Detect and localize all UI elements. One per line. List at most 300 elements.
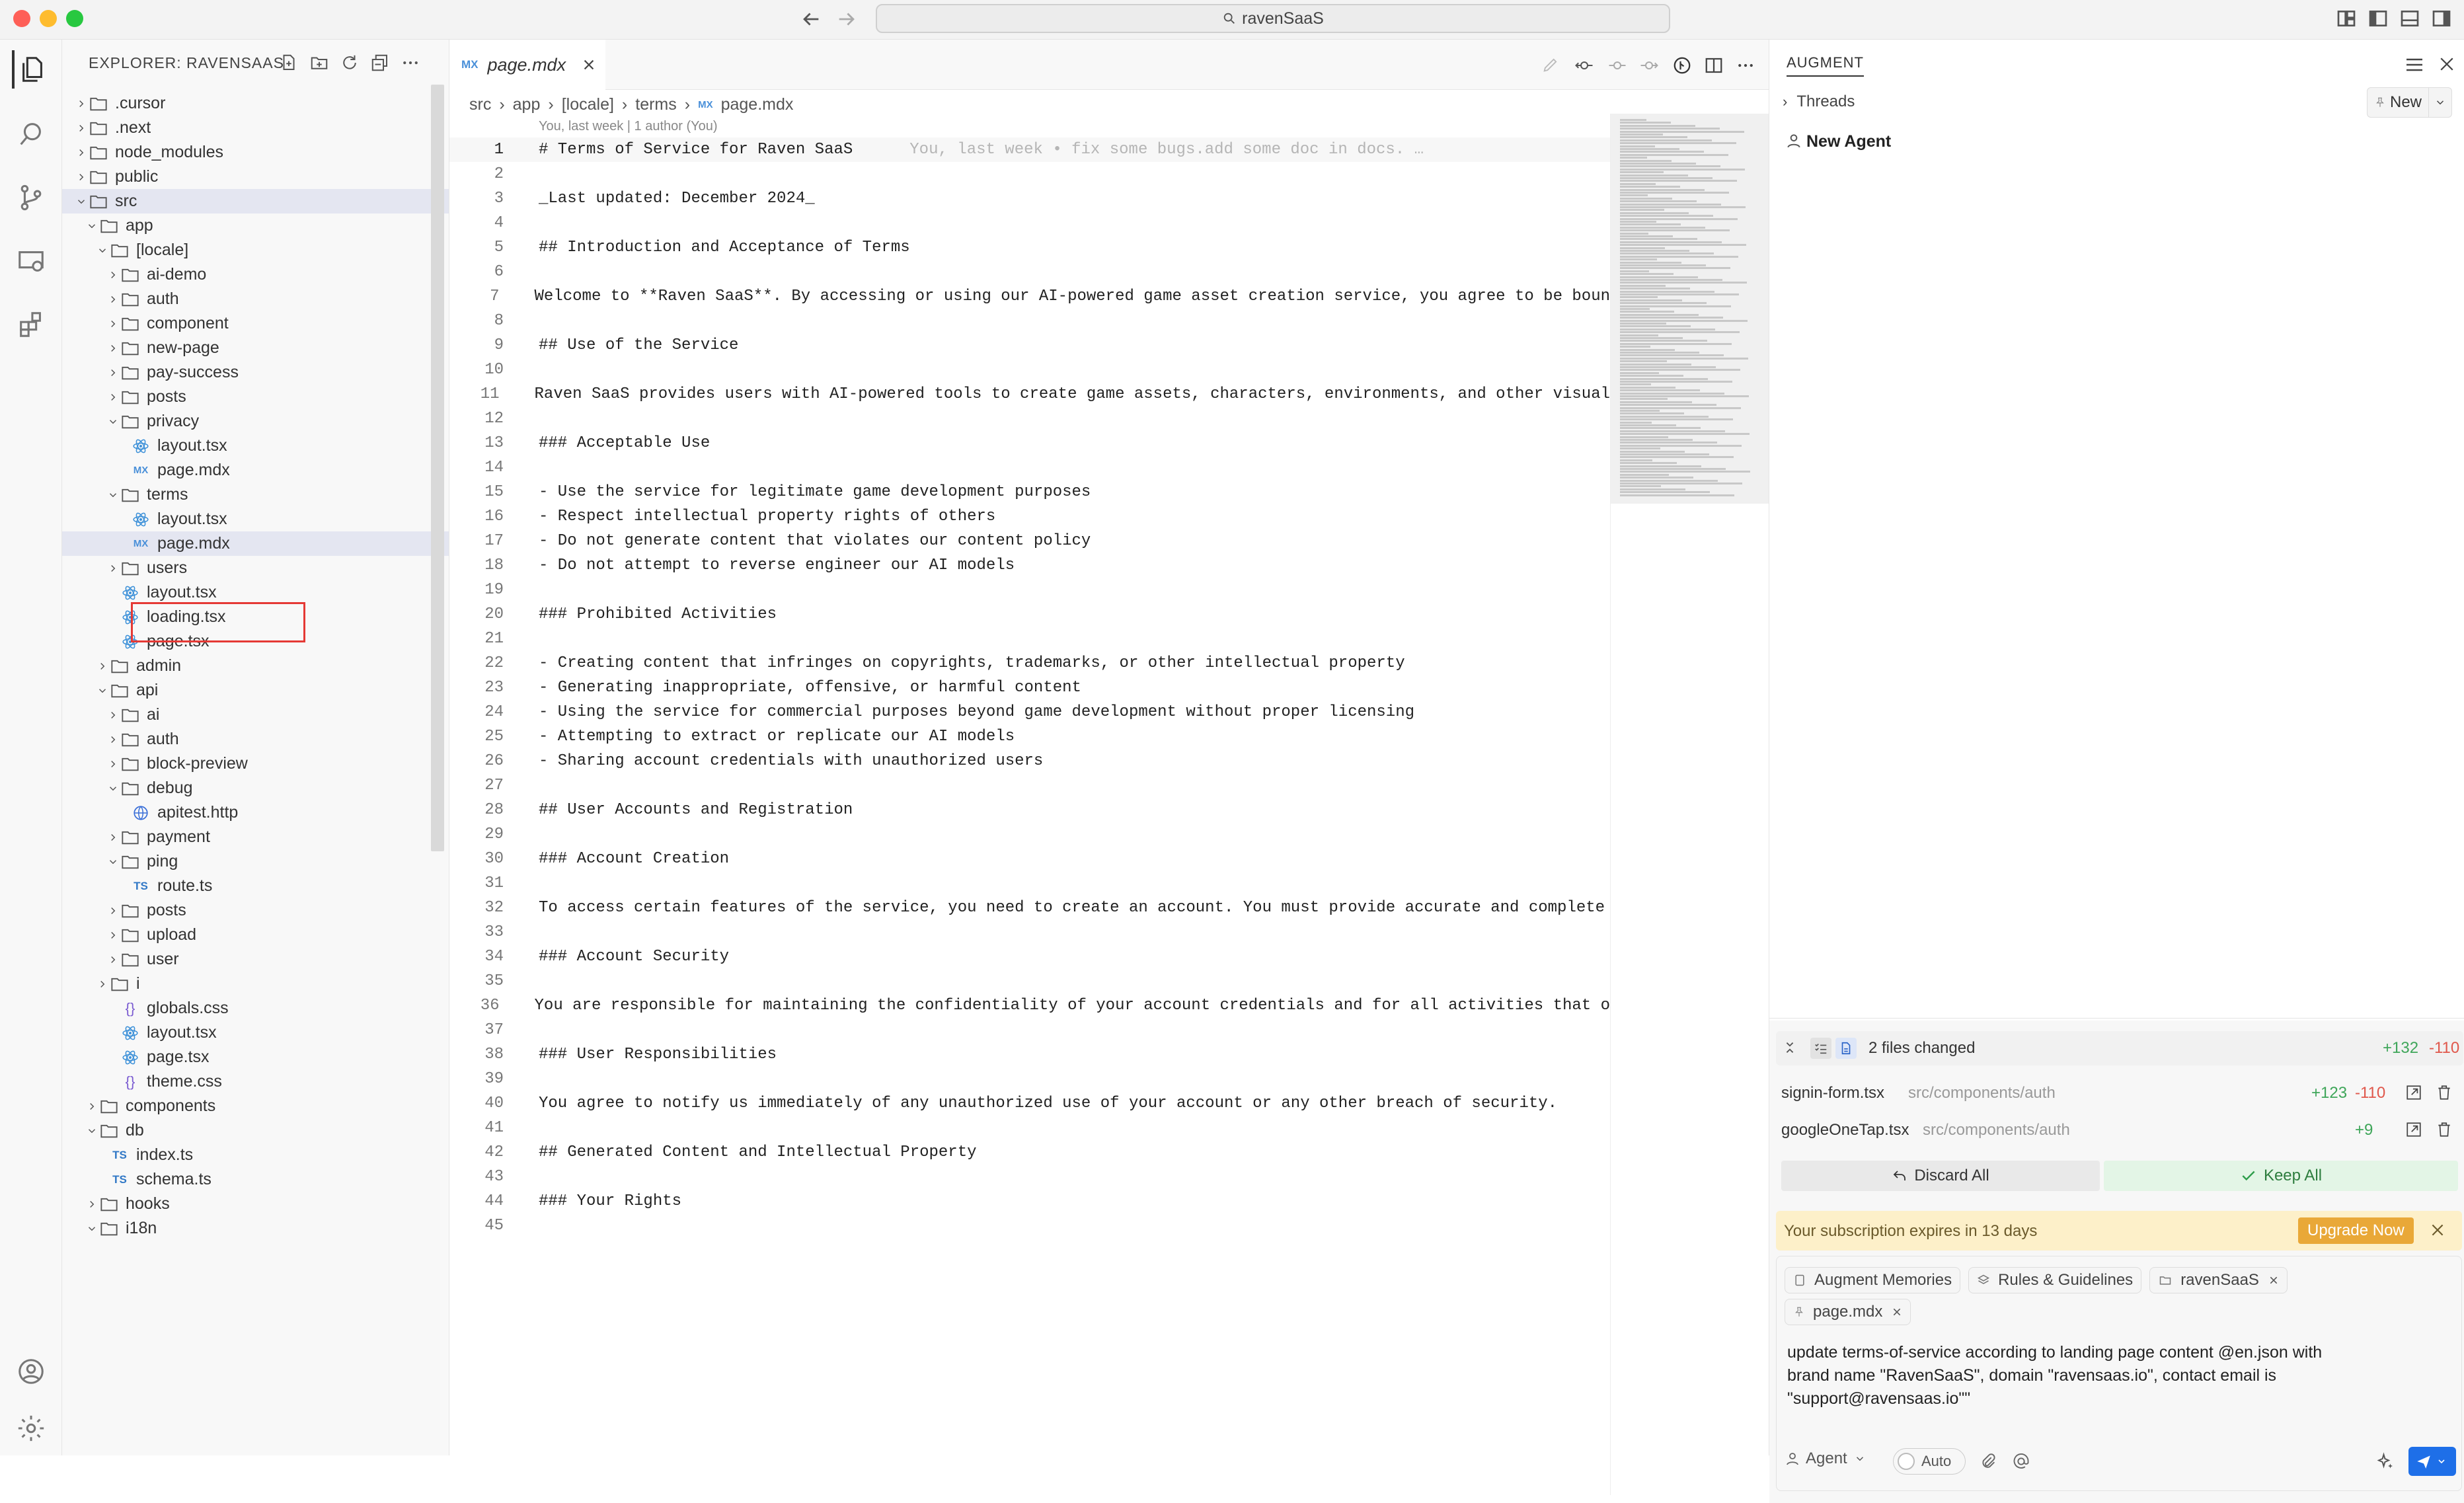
augment-tab[interactable]: AUGMENT: [1787, 54, 1864, 77]
code-line[interactable]: [449, 553, 1610, 578]
tree-folder-item[interactable]: [62, 972, 449, 996]
code-text: _Last updated: December 2024_: [539, 190, 815, 208]
command-center-search[interactable]: [876, 4, 1670, 33]
tree-item-label: schema.ts: [136, 1170, 212, 1188]
folder-icon: [120, 732, 140, 748]
tree-file-item[interactable]: [62, 1069, 449, 1094]
chevron-right-icon[interactable]: [85, 1100, 99, 1112]
minimap-line: [1620, 194, 1648, 196]
code-line[interactable]: [449, 1140, 1610, 1165]
remote-explorer-icon[interactable]: [12, 242, 50, 280]
keep-all-button[interactable]: [2104, 1161, 2458, 1191]
chevron-right-icon[interactable]: [106, 318, 120, 330]
code-line[interactable]: [449, 773, 1610, 798]
minimap-line: [1620, 256, 1738, 258]
chevron-right-icon[interactable]: [106, 269, 120, 281]
code-line[interactable]: [449, 455, 1610, 480]
tree-folder-item[interactable]: [62, 923, 449, 947]
minimap-line: [1620, 418, 1733, 420]
tree-file-item[interactable]: [62, 996, 449, 1021]
tree-folder-item[interactable]: [62, 849, 449, 874]
tree-file-item[interactable]: [62, 458, 449, 482]
tree-item-label: layout.tsx: [157, 436, 227, 455]
code-line[interactable]: [449, 871, 1610, 896]
toggle-primary-sidebar-icon[interactable]: [2368, 8, 2389, 29]
code-line[interactable]: [449, 749, 1610, 773]
line-number: 38: [484, 1046, 504, 1063]
code-text: You are responsible for maintaining the confidentiality of your account credentials and for all activities that o: [534, 997, 1610, 1015]
upgrade-now-button[interactable]: Upgrade Now: [2298, 1217, 2414, 1244]
folder-icon: [120, 340, 140, 356]
minimap-line: [1620, 299, 1682, 301]
toggle-panel-icon[interactable]: [2399, 8, 2420, 29]
code-line[interactable]: [449, 920, 1610, 944]
line-number: 15: [484, 483, 504, 501]
minimap-line: [1620, 122, 1671, 124]
folder-icon: [99, 1196, 119, 1212]
minimap-line: [1620, 308, 1650, 310]
code-text: You agree to notify us immediately of any unauthorized use of your account or any other breach of security.: [539, 1095, 1558, 1112]
minimap-line: [1620, 354, 1724, 356]
minimap-line: [1620, 439, 1693, 441]
tree-item-label: .next: [115, 118, 151, 137]
tree-file-item[interactable]: [62, 1167, 449, 1192]
close-window-button[interactable]: [13, 10, 30, 27]
tree-folder-item[interactable]: [62, 1094, 449, 1118]
code-line[interactable]: [449, 406, 1610, 431]
line-number: 3: [494, 190, 504, 208]
tree-folder-item[interactable]: [62, 360, 449, 385]
minimap-line: [1620, 412, 1684, 414]
tree-folder-item[interactable]: [62, 311, 449, 336]
tree-item-label: i: [136, 974, 140, 993]
tree-folder-item[interactable]: [62, 409, 449, 434]
minimap-line: [1620, 229, 1730, 231]
tree-file-item[interactable]: [62, 507, 449, 531]
chevron-right-icon[interactable]: [74, 147, 89, 159]
code-text: Welcome to **Raven SaaS**. By accessing or using our AI-powered game asset creation service, you agree to be boun: [534, 288, 1610, 305]
new-thread-button[interactable]: [2367, 87, 2452, 118]
code-line[interactable]: [449, 284, 1610, 309]
folder-icon: [89, 194, 108, 210]
react-icon: [131, 438, 151, 455]
code-line[interactable]: [449, 1067, 1610, 1091]
code-line[interactable]: [449, 358, 1610, 382]
chevron-right-icon[interactable]: [106, 954, 120, 966]
tree-folder-item[interactable]: [62, 262, 449, 287]
discard-all-button[interactable]: [1781, 1161, 2100, 1191]
code-line[interactable]: [449, 1214, 1610, 1238]
code-line[interactable]: [449, 309, 1610, 333]
line-number: 44: [484, 1192, 504, 1210]
minimap-line: [1620, 468, 1726, 470]
code-line[interactable]: [449, 1018, 1610, 1042]
folder-icon: [120, 560, 140, 576]
menu-icon[interactable]: [2404, 54, 2425, 75]
mention-icon[interactable]: [2012, 1452, 2030, 1471]
prompt-input[interactable]: update terms-of-service according to landing page content @en.json with brand name "RavenSaaS", domain "ravensaas.io", contact email is "support@ravensaas.io"": [1787, 1343, 2323, 1408]
collapse-all-icon[interactable]: [370, 53, 390, 73]
code-line[interactable]: [449, 847, 1610, 871]
user-icon: [1785, 1451, 1800, 1467]
chevron-right-icon[interactable]: [106, 293, 120, 305]
code-line[interactable]: [449, 896, 1610, 920]
code-line[interactable]: [449, 675, 1610, 700]
code-line[interactable]: [449, 211, 1610, 235]
forward-arrow-icon[interactable]: [835, 8, 858, 30]
minimap-line: [1620, 157, 1647, 159]
chevron-down-icon[interactable]: [85, 220, 99, 232]
folder-icon: [120, 756, 140, 772]
customize-layout-icon[interactable]: [2336, 8, 2357, 29]
minimap-line: [1620, 451, 1685, 453]
line-number: 5: [494, 239, 504, 256]
extensions-icon[interactable]: [12, 305, 50, 344]
tree-item-label: pay-success: [147, 363, 239, 381]
code-line[interactable]: [449, 969, 1610, 993]
code-line[interactable]: [449, 235, 1610, 260]
line-number: 1: [494, 141, 504, 159]
close-icon[interactable]: [2429, 1221, 2446, 1239]
code-line[interactable]: [449, 137, 1610, 162]
code-line[interactable]: [449, 993, 1610, 1018]
code-line[interactable]: [449, 651, 1610, 675]
tree-item-label: debug: [147, 779, 193, 797]
breadcrumb-item[interactable]: terms: [635, 95, 677, 114]
chevron-right-icon[interactable]: [74, 171, 89, 183]
code-line[interactable]: [449, 700, 1610, 724]
code-line[interactable]: [449, 724, 1610, 749]
folder-icon: [110, 976, 130, 992]
tree-folder-item[interactable]: [62, 385, 449, 409]
chevron-right-icon[interactable]: [74, 98, 89, 110]
minimize-window-button[interactable]: [40, 10, 57, 27]
tree-file-item[interactable]: [62, 531, 449, 556]
folder-icon: [89, 120, 108, 136]
account-icon[interactable]: [12, 1352, 50, 1391]
breadcrumb-item[interactable]: src: [469, 95, 492, 114]
code-line[interactable]: [449, 504, 1610, 529]
line-number: 39: [484, 1070, 504, 1088]
chevron-down-icon[interactable]: [106, 856, 120, 868]
open-file-icon[interactable]: [2405, 1084, 2422, 1101]
minimap-line: [1620, 136, 1687, 138]
minimap-line: [1620, 171, 1664, 173]
line-number: 8: [494, 312, 504, 330]
editor-more-actions-icon[interactable]: [1736, 56, 1755, 75]
next-change-icon[interactable]: [1639, 56, 1659, 75]
tree-folder-item[interactable]: [62, 213, 449, 238]
minimap-line: [1620, 433, 1750, 435]
context-chip[interactable]: [1968, 1267, 2141, 1293]
code-line[interactable]: [449, 822, 1610, 847]
more-actions-icon[interactable]: [401, 53, 420, 73]
tree-folder-item[interactable]: [62, 336, 449, 360]
code-line[interactable]: [449, 578, 1610, 602]
minimap-line: [1620, 258, 1657, 260]
new-file-icon[interactable]: [279, 53, 299, 73]
line-number: 36: [480, 997, 500, 1015]
tree-folder-item[interactable]: [62, 189, 449, 213]
chevron-down-icon[interactable]: [2428, 87, 2451, 118]
new-folder-icon[interactable]: [309, 53, 329, 73]
chevron-down-icon[interactable]: [106, 783, 120, 794]
tree-folder-item[interactable]: [62, 91, 449, 116]
mode-selector[interactable]: [1785, 1449, 1866, 1468]
minimap-line: [1620, 235, 1673, 237]
code-line[interactable]: [449, 260, 1610, 284]
minimap-line: [1620, 198, 1672, 200]
breadcrumb-item[interactable]: app: [512, 95, 541, 114]
minimap-line: [1620, 183, 1656, 185]
code-line[interactable]: [449, 1116, 1610, 1140]
chevron-down-icon[interactable]: [95, 245, 110, 256]
line-number: 40: [484, 1095, 504, 1112]
code-text: - Use the service for legitimate game development purposes: [539, 483, 1091, 501]
code-line[interactable]: [449, 1042, 1610, 1067]
context-chip[interactable]: [2149, 1267, 2288, 1293]
minimap-line: [1620, 424, 1676, 426]
tree-folder-item[interactable]: [62, 776, 449, 800]
tree-file-item[interactable]: [62, 1021, 449, 1045]
tree-folder-item[interactable]: [62, 1192, 449, 1216]
explorer-icon[interactable]: [12, 50, 50, 89]
chevron-right-icon[interactable]: [106, 391, 120, 403]
code-text: ### Account Creation: [539, 850, 730, 868]
code-line[interactable]: [449, 382, 1610, 406]
tree-item-label: auth: [147, 730, 179, 748]
minimap-line: [1620, 154, 1728, 156]
chevron-right-icon[interactable]: [106, 905, 120, 917]
chip-label: Augment Memories: [1814, 1271, 1952, 1289]
chevron-down-icon[interactable]: [95, 685, 110, 697]
editor-tab-bar: [449, 40, 1769, 90]
chevron-right-icon[interactable]: [106, 929, 120, 941]
minimap-line: [1620, 471, 1750, 473]
threads-toggle[interactable]: [1783, 93, 1855, 111]
folder-icon: [99, 1098, 119, 1114]
trash-icon[interactable]: [2436, 1084, 2453, 1101]
checklist-icon[interactable]: [1810, 1038, 1831, 1059]
pin-icon: [1793, 1306, 1805, 1318]
minimap-line: [1620, 349, 1675, 351]
banner-text: Your subscription expires in 13 days: [1784, 1222, 2038, 1240]
code-line[interactable]: [449, 1189, 1610, 1214]
tree-file-item[interactable]: [62, 1143, 449, 1167]
mdx-icon: MX: [461, 58, 479, 71]
tree-folder-item[interactable]: [62, 752, 449, 776]
chevron-down-icon[interactable]: [106, 489, 120, 501]
send-button[interactable]: [2408, 1447, 2456, 1476]
line-number: 42: [484, 1143, 504, 1161]
tree-folder-item[interactable]: [62, 482, 449, 507]
code-line[interactable]: [449, 431, 1610, 455]
code-text: - Respect intellectual property rights of others: [539, 508, 996, 525]
chevron-right-icon[interactable]: [106, 367, 120, 379]
chevron-right-icon[interactable]: [106, 831, 120, 843]
tree-file-item[interactable]: [62, 434, 449, 458]
minimap-line: [1620, 311, 1674, 313]
open-file-icon[interactable]: [2405, 1121, 2422, 1138]
chevron-right-icon[interactable]: [95, 978, 110, 990]
chevron-right-icon[interactable]: [106, 342, 120, 354]
tree-folder-item[interactable]: [62, 556, 449, 580]
minimap-line: [1620, 477, 1693, 479]
minimap-line: [1620, 192, 1729, 194]
code-line[interactable]: [449, 480, 1610, 504]
changed-file-row[interactable]: [1776, 1076, 2463, 1110]
folder-icon: [120, 707, 140, 723]
minimap-line: [1620, 320, 1748, 322]
minimap-line: [1620, 177, 1713, 179]
breadcrumb-item[interactable]: page.mdx: [720, 95, 794, 114]
code-line[interactable]: [449, 602, 1610, 627]
tree-file-item[interactable]: [62, 580, 449, 605]
minimap-line: [1620, 227, 1705, 229]
folder-icon: [110, 243, 130, 258]
minimap[interactable]: [1610, 114, 1769, 1495]
edit-pencil-icon[interactable]: [1541, 56, 1560, 74]
code-line[interactable]: [449, 627, 1610, 651]
folder-icon: [120, 952, 140, 968]
code-line[interactable]: [449, 529, 1610, 553]
chevron-right-icon[interactable]: [85, 1198, 99, 1210]
css-icon: {}: [125, 999, 135, 1017]
close-icon[interactable]: [1892, 1307, 1902, 1317]
file-removed: -110: [2355, 1084, 2386, 1102]
refresh-icon[interactable]: [340, 53, 360, 73]
chevron-right-icon[interactable]: [95, 660, 110, 672]
tree-folder-item[interactable]: [62, 898, 449, 923]
chevron-down-icon[interactable]: [106, 416, 120, 428]
undo-icon: [1892, 1168, 1907, 1184]
tree-folder-item[interactable]: [62, 825, 449, 849]
breadcrumb-item[interactable]: [locale]: [561, 95, 614, 114]
tree-file-item[interactable]: [62, 800, 449, 825]
codelens-authors[interactable]: You, last week | 1 author (You): [539, 119, 718, 134]
chevron-right-icon[interactable]: [106, 709, 120, 721]
changed-file-row[interactable]: [1776, 1113, 2463, 1147]
maximize-window-button[interactable]: [66, 10, 83, 27]
chevron-down-icon[interactable]: [2436, 1456, 2447, 1467]
minimap-line: [1620, 328, 1715, 330]
code-line[interactable]: [449, 162, 1610, 186]
code-line[interactable]: [449, 1091, 1610, 1116]
tree-item-label: layout.tsx: [147, 583, 217, 601]
settings-gear-icon[interactable]: [12, 1409, 50, 1447]
tree-folder-item[interactable]: [62, 678, 449, 703]
removed-count: -110: [2429, 1039, 2460, 1057]
minimap-line: [1620, 163, 1696, 165]
tree-folder-item[interactable]: [62, 116, 449, 140]
chevron-right-icon[interactable]: [106, 758, 120, 770]
chevron-down-icon[interactable]: [85, 1125, 99, 1137]
code-text: ### User Responsibilities: [539, 1046, 777, 1063]
tree-file-item[interactable]: [62, 1045, 449, 1069]
tree-folder-item[interactable]: [62, 287, 449, 311]
minimap-line: [1620, 325, 1691, 327]
git-graph-icon[interactable]: [1672, 56, 1692, 75]
trash-icon[interactable]: [2436, 1121, 2453, 1138]
context-chip[interactable]: [1785, 1267, 1960, 1293]
chevron-right-icon[interactable]: [106, 734, 120, 746]
line-number: 14: [484, 459, 504, 477]
tree-folder-item[interactable]: [62, 238, 449, 262]
code-line[interactable]: [449, 798, 1610, 822]
line-number: 13: [484, 434, 504, 452]
tree-item-label: route.ts: [157, 876, 213, 895]
tree-folder-item[interactable]: [62, 140, 449, 165]
code-line[interactable]: [449, 944, 1610, 969]
minimap-line: [1620, 488, 1685, 490]
folder-icon: [120, 365, 140, 381]
code-line[interactable]: [449, 1165, 1610, 1189]
tree-folder-item[interactable]: [62, 947, 449, 972]
tree-item-label: i18n: [126, 1219, 157, 1237]
line-number: 9: [494, 336, 504, 354]
toggle-secondary-sidebar-icon[interactable]: [2431, 8, 2452, 29]
previous-change-icon[interactable]: [1607, 56, 1627, 75]
minimap-line: [1620, 334, 1658, 336]
tree-folder-item[interactable]: [62, 165, 449, 189]
folder-icon: [120, 854, 140, 870]
tree-folder-item[interactable]: [62, 1216, 449, 1241]
tree-folder-item[interactable]: [62, 703, 449, 727]
minimap-line: [1620, 323, 1666, 325]
tree-file-item[interactable]: [62, 874, 449, 898]
context-chip[interactable]: [1785, 1299, 1911, 1325]
back-arrow-icon[interactable]: [800, 8, 822, 30]
chevron-right-icon[interactable]: [74, 122, 89, 134]
minimap-line: [1620, 401, 1692, 403]
chevron-down-icon[interactable]: [74, 196, 89, 208]
source-control-icon[interactable]: [12, 178, 50, 217]
git-compare-icon[interactable]: [1574, 56, 1594, 75]
tree-folder-item[interactable]: [62, 1118, 449, 1143]
chevron-down-icon[interactable]: [85, 1223, 99, 1235]
minimap-line: [1620, 422, 1652, 424]
tree-folder-item[interactable]: [62, 654, 449, 678]
close-icon[interactable]: [582, 58, 596, 72]
minimap-line: [1620, 293, 1739, 295]
file-diff-icon[interactable]: [1835, 1038, 1857, 1059]
code-line[interactable]: [449, 186, 1610, 211]
close-icon[interactable]: [2437, 54, 2457, 74]
file-path: src/components/auth: [1908, 1084, 2056, 1102]
attach-icon[interactable]: [1979, 1452, 1997, 1471]
close-icon[interactable]: [2268, 1275, 2279, 1286]
explorer-scrollbar[interactable]: [431, 85, 444, 851]
collapse-icon[interactable]: [1783, 1040, 1797, 1055]
auto-toggle[interactable]: [1893, 1448, 1966, 1475]
minimap-line: [1620, 206, 1746, 208]
search-icon[interactable]: [12, 115, 50, 153]
tree-item-label: layout.tsx: [147, 1023, 217, 1042]
code-line[interactable]: [449, 333, 1610, 358]
line-number: 28: [484, 801, 504, 819]
chevron-right-icon[interactable]: [106, 562, 120, 574]
tree-item-label: loading.tsx: [147, 607, 226, 626]
minimap-line: [1620, 346, 1650, 348]
minimap-line: [1620, 482, 1742, 484]
split-editor-icon[interactable]: [1704, 56, 1724, 75]
agent-title: New Agent: [1806, 132, 1892, 151]
code-text: ## Introduction and Acceptance of Terms: [539, 239, 910, 256]
title-bar: [0, 0, 2464, 40]
tab-page-mdx[interactable]: [449, 40, 605, 90]
line-number: 24: [484, 703, 504, 721]
tree-folder-item[interactable]: [62, 727, 449, 752]
